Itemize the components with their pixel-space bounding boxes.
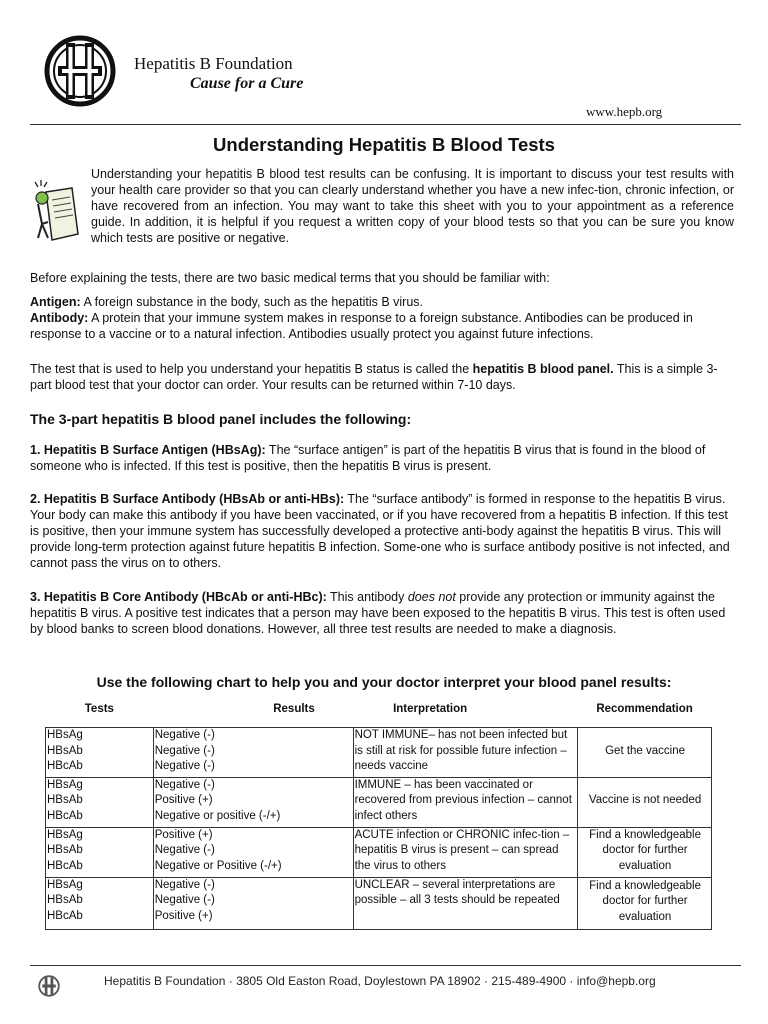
- interpretation-cell: ACUTE infection or CHRONIC infec-tion – hepatitis B virus is present – can spread the virus to others: [353, 828, 578, 878]
- test-name: HBcAb: [47, 809, 83, 822]
- hbf-footer-logo: [38, 975, 60, 997]
- header-recommendation: Recommendation: [596, 703, 693, 715]
- test-name: HBsAb: [47, 844, 83, 857]
- antigen-definition: [30, 294, 736, 310]
- tagline: Cause for a Cure: [190, 75, 304, 92]
- results-cell: [153, 778, 353, 828]
- test-text: provide any protection or immunity against the hepatitis B virus. A positive test indicates that a person may have been exposed to the hepatitis B virus. This test is often used by blood banks to screen blood donations. However, all three test results are needed to make a diagnosis.: [30, 590, 726, 637]
- org-name: Hepatitis B Foundation: [134, 54, 293, 73]
- result-value: Negative (-): [154, 878, 215, 891]
- test-text-emphasis: does not: [407, 590, 456, 604]
- result-value: Negative or positive (-/+): [154, 809, 281, 822]
- hbf-logo: [44, 35, 116, 107]
- recommendation-cell: Get the vaccine: [578, 728, 712, 778]
- panel-paragraph: [30, 361, 736, 393]
- antigen-text: A foreign substance in the body, such as the hepatitis B virus.: [80, 295, 424, 309]
- results-table: [45, 702, 712, 930]
- header-results: Results: [273, 703, 315, 715]
- test-name: HBsAg: [47, 779, 83, 792]
- table-row: [46, 877, 712, 929]
- antibody-text: A protein that your immune system makes in response to a foreign substance. Antibodies can be produced in response to a vaccine or to a natural infection. Antibodies usually protect you against future infections.: [30, 311, 693, 342]
- test-name: HBcAb: [47, 759, 83, 772]
- test-name: HBcAb: [47, 859, 83, 872]
- interpretation-cell: UNCLEAR – several interpretations are possible – all 3 tests should be repeated: [353, 877, 578, 929]
- result-value: Negative or Positive (-/+): [154, 859, 282, 872]
- recommendation-cell: Find a knowledgeable doctor for further evaluation: [578, 877, 712, 929]
- interpretation-cell: IMMUNE – has been vaccinated or recovered from previous infection – cannot infect others: [353, 778, 578, 828]
- test-name: HBsAg: [47, 878, 83, 891]
- tests-cell: [46, 828, 154, 878]
- terms-intro: Before explaining the tests, there are two basic medical terms that you should be familiar with:: [30, 271, 550, 285]
- table-header-row: [46, 702, 712, 728]
- footer-rule: [30, 965, 741, 966]
- test-name: HBcAb: [47, 909, 83, 922]
- test-name: HBsAg: [47, 829, 83, 842]
- test-heading: 1. Hepatitis B Surface Antigen (HBsAg):: [30, 443, 266, 457]
- test-heading: 2. Hepatitis B Surface Antibody (HBsAb or anti-HBs):: [30, 492, 345, 506]
- test-surface-antibody: [30, 491, 736, 571]
- result-value: Negative (-): [154, 729, 215, 742]
- chart-intro: Use the following chart to help you and your doctor interpret your blood panel results:: [96, 674, 672, 690]
- clipboard-person-icon: [32, 178, 84, 248]
- test-core-antibody: [30, 589, 736, 637]
- test-heading: 3. Hepatitis B Core Antibody (HBcAb or anti-HBc):: [30, 590, 327, 604]
- test-name: HBsAb: [47, 894, 83, 907]
- test-text: This antibody: [326, 590, 408, 604]
- result-value: Negative (-): [154, 894, 215, 907]
- test-name: HBsAg: [47, 729, 83, 742]
- test-name: HBsAb: [47, 794, 83, 807]
- recommendation-cell: Find a knowledgeable doctor for further evaluation: [578, 828, 712, 878]
- antibody-term: Antibody:: [30, 311, 89, 325]
- tests-cell: [46, 778, 154, 828]
- result-value: Positive (+): [154, 829, 213, 842]
- intro-paragraph: Understanding your hepatitis B blood test results can be confusing. It is important to discuss your test results with your health care provider so that you can clearly understand whether you have a new infec-tion, chronic infection, or have recovered from an infection. You may want to take this sheet with you to your appointment as a reference guide. In addition, it is helpful if you request a written copy of your blood tests so that you can be sure you know which tests are positive or negative.: [91, 167, 734, 246]
- header-rule: [30, 124, 741, 125]
- table-row: [46, 728, 712, 778]
- tests-cell: [46, 728, 154, 778]
- result-value: Negative (-): [154, 759, 215, 772]
- test-text: The “surface antigen” is part of the hepatitis B virus that is found in the blood of someone who is infected. If this test is positive, then the hepatitis B virus is present.: [30, 443, 706, 474]
- antigen-term: Antigen:: [30, 295, 81, 309]
- test-text: The “surface antibody” is formed in response to the hepatitis B virus. Your body can make this antibody if you have been vaccinated, or if you have recovered from a hepatitis B infection. If this test is positive, then your immune system has successfully developed a protective anti-body against the hepatitis B virus. This will provide long-term protection against future hepatitis B infection. Some-one who is surface antibody positive is not infected, and cannot pass the virus on to others.: [30, 492, 730, 571]
- panel-text-after: This is a simple 3-part blood test that your doctor can order. Your results can be returned within 7-10 days.: [30, 362, 718, 393]
- section-heading: The 3-part hepatitis B blood panel includes the following:: [30, 411, 412, 427]
- results-cell: [153, 828, 353, 878]
- table-row: [46, 778, 712, 828]
- header-interpretation: Interpretation: [393, 703, 468, 715]
- test-name: HBsAb: [47, 744, 83, 757]
- panel-text-before: The test that is used to help you understand your hepatitis B status is called the: [30, 362, 473, 376]
- results-cell: [153, 877, 353, 929]
- page-title: Understanding Hepatitis B Blood Tests: [213, 134, 555, 155]
- results-cell: [153, 728, 353, 778]
- result-value: Positive (+): [154, 794, 213, 807]
- website-link[interactable]: www.hepb.org: [586, 104, 663, 119]
- antibody-definition: [30, 310, 736, 342]
- interpretation-cell: NOT IMMUNE– has not been infected but is still at risk for possible future infection – needs vaccine: [353, 728, 578, 778]
- test-surface-antigen: [30, 442, 736, 474]
- panel-term: hepatitis B blood panel.: [472, 362, 614, 376]
- result-value: Positive (+): [154, 909, 213, 922]
- recommendation-cell: Vaccine is not needed: [578, 778, 712, 828]
- table-row: [46, 828, 712, 878]
- result-value: Negative (-): [154, 779, 215, 792]
- result-value: Negative (-): [154, 744, 215, 757]
- tests-cell: [46, 877, 154, 929]
- header-tests: Tests: [84, 703, 114, 715]
- result-value: Negative (-): [154, 844, 215, 857]
- footer-contact: Hepatitis B Foundation · 3805 Old Easton Road, Doylestown PA 18902 · 215-489-4900 · info@hepb.org: [104, 974, 656, 988]
